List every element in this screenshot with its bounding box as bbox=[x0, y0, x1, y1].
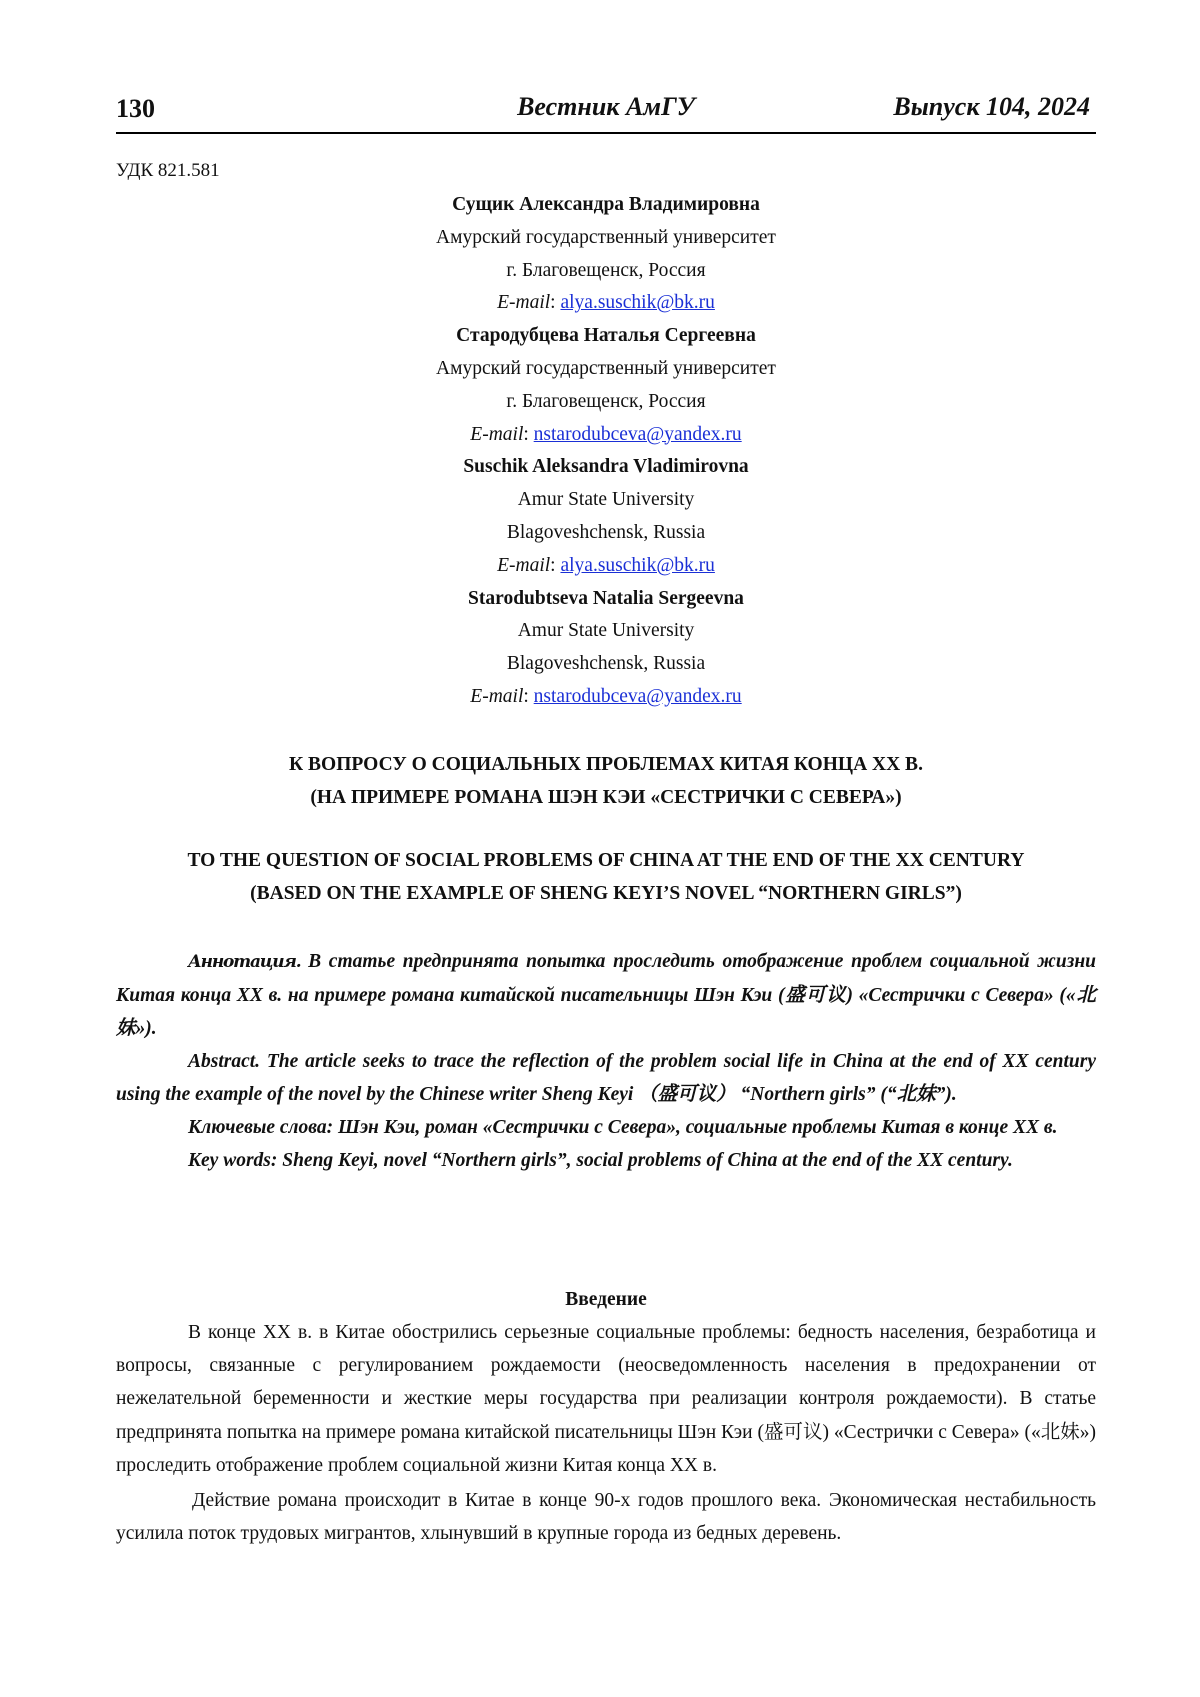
email-label: E-mail bbox=[470, 686, 523, 707]
title-line: (BASED ON THE EXAMPLE OF SHENG KEYI’S NOVEL “NORTHERN GIRLS”) bbox=[116, 877, 1096, 910]
email-label: E-mail bbox=[497, 555, 550, 576]
author-city: г. Благовещенск, Россия bbox=[116, 386, 1096, 419]
author-city: Blagoveshchensk, Russia bbox=[116, 517, 1096, 550]
author-city: г. Благовещенск, Россия bbox=[116, 255, 1096, 288]
author-email-line: E-mail: nstarodubceva@yandex.ru bbox=[116, 419, 1096, 452]
udk-code: УДК 821.581 bbox=[116, 160, 220, 182]
author-email-line: E-mail: alya.suschik@bk.ru bbox=[116, 287, 1096, 320]
author-email-link[interactable]: nstarodubceva@yandex.ru bbox=[534, 424, 742, 445]
article-title-en bbox=[116, 844, 1096, 910]
running-header bbox=[116, 92, 1096, 134]
keywords-ru: Ключевые слова: Шэн Кэи, роман «Сестрички с Севера», социальные проблемы Китая в конце ХХ в. bbox=[116, 1111, 1096, 1144]
abstract-ru-text: В статье предпринята попытка проследить отображение проблем социальной жизни Китая конца ХХ в. на примере романа китайской писательницы Шэн Кэи (盛可议) «Сестрички с Севера» («北妹»). bbox=[116, 951, 1096, 1039]
keywords-en: Key words: Sheng Keyi, novel “Northern girls”, social problems of China at the end of the XX century. bbox=[116, 1144, 1096, 1177]
title-line: К ВОПРОСУ О СОЦИАЛЬНЫХ ПРОБЛЕМАХ КИТАЯ КОНЦА ХХ В. bbox=[116, 748, 1096, 781]
article-title-ru bbox=[116, 748, 1096, 814]
author-email-line: E-mail: nstarodubceva@yandex.ru bbox=[116, 681, 1096, 714]
journal-page bbox=[0, 0, 1200, 1697]
intro-heading: Введение bbox=[116, 1283, 1096, 1316]
author-email-line: E-mail: alya.suschik@bk.ru bbox=[116, 550, 1096, 583]
abstract-ru bbox=[116, 945, 1096, 1045]
author-name: Стародубцева Наталья Сергеевна bbox=[116, 320, 1096, 353]
abstract-en: Abstract. The article seeks to trace the reflection of the problem social life in China at the end of XX century using the example of the novel by the Chinese writer Sheng Keyi （盛可议） “Northern girls” (“北妹”). bbox=[116, 1045, 1096, 1111]
author-name: Сущик Александра Владимировна bbox=[116, 189, 1096, 222]
author-name: Suschik Aleksandra Vladimirovna bbox=[116, 451, 1096, 484]
author-block bbox=[116, 189, 1096, 714]
issue-info: Выпуск 104, 2024 bbox=[893, 92, 1090, 122]
journal-title: Вестник АмГУ bbox=[116, 92, 1096, 122]
author-org: Амурский государственный университет bbox=[116, 222, 1096, 255]
body-paragraph: В конце ХХ в. в Китае обострились серьезные социальные проблемы: бедность населения, безработица и вопросы, связанные с регулированием рождаемости (неосведомленность населения в предохранении от нежелательной беременности и жесткие меры государства при реализации контроля рождаемости). В статье предпринята попытка на примере романа китайской писательницы Шэн Кэи (盛可议) «Сестрички с Севера» («北妹») проследить отображение проблем социальной жизни Китая конца ХХ в. bbox=[116, 1316, 1096, 1482]
email-label: E-mail bbox=[470, 424, 523, 445]
author-city: Blagoveshchensk, Russia bbox=[116, 648, 1096, 681]
author-org: Амурский государственный университет bbox=[116, 353, 1096, 386]
title-line: TO THE QUESTION OF SOCIAL PROBLEMS OF CHINA AT THE END OF THE XX CENTURY bbox=[116, 844, 1096, 877]
title-line: (НА ПРИМЕРЕ РОМАНА ШЭН КЭИ «СЕСТРИЧКИ С СЕВЕРА») bbox=[116, 781, 1096, 814]
email-label: E-mail bbox=[497, 292, 550, 313]
author-org: Amur State University bbox=[116, 615, 1096, 648]
author-org: Amur State University bbox=[116, 484, 1096, 517]
abstract-label: Аннотация. bbox=[188, 952, 300, 972]
page-number: 130 bbox=[116, 94, 155, 124]
author-email-link[interactable]: alya.suschik@bk.ru bbox=[560, 555, 714, 576]
body-paragraph: Действие романа происходит в Китае в конце 90-х годов прошлого века. Экономическая нестабильность усилила поток трудовых мигрантов, хлынувший в крупные города из бедных деревень. bbox=[116, 1484, 1096, 1550]
author-email-link[interactable]: alya.suschik@bk.ru bbox=[560, 292, 714, 313]
body-text bbox=[116, 1316, 1096, 1550]
abstract-section bbox=[116, 945, 1096, 1177]
author-name: Starodubtseva Natalia Sergeevna bbox=[116, 583, 1096, 616]
author-email-link[interactable]: nstarodubceva@yandex.ru bbox=[534, 686, 742, 707]
